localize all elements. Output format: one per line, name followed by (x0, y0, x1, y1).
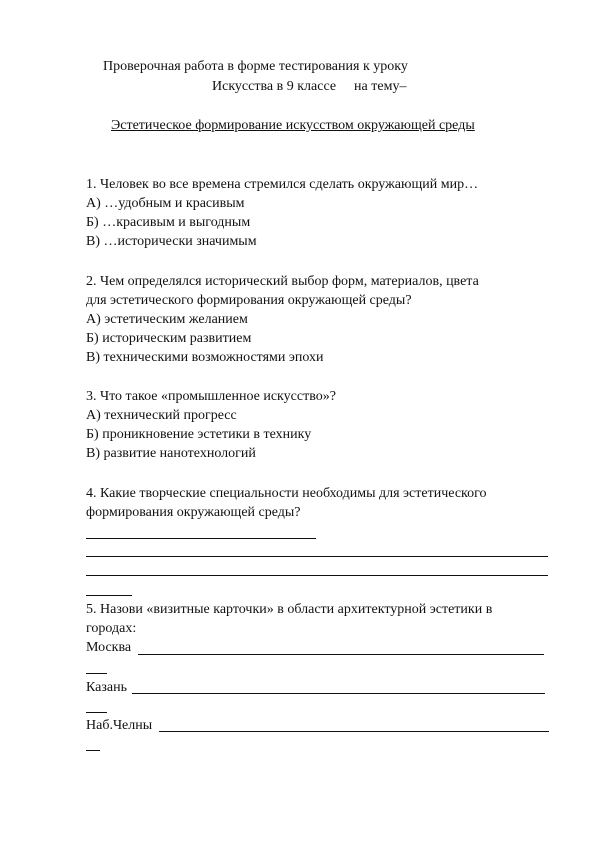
question-2 (86, 273, 479, 368)
header-topic-text: на тему– (354, 79, 407, 94)
header-class-text: Искусства в 9 классе (212, 79, 337, 94)
header-title-line-2 (212, 78, 406, 96)
answer-line-4a[interactable] (86, 538, 316, 539)
chelny-answer-line[interactable] (159, 731, 549, 732)
moscow-label: Москва (86, 640, 132, 655)
question-2-option-c: В) техническими возможностями эпохи (86, 350, 324, 365)
question-1-option-a: А) …удобным и красивым (86, 196, 245, 211)
question-5 (86, 601, 492, 639)
question-4-text-line-1: 4. Какие творческие специальности необходимы для эстетического (86, 486, 487, 501)
lesson-subject: Эстетическое формирование искусством окружающей среды (111, 118, 475, 133)
kazan-answer-line-cont[interactable] (86, 712, 107, 713)
header-title-line-1: Проверочная работа в форме тестирования к уроку (103, 59, 408, 74)
answer-line-4d[interactable] (86, 595, 132, 596)
moscow-answer-line[interactable] (138, 654, 544, 655)
question-1-text: 1. Человек во все времена стремился сделать окружающий мир… (86, 177, 479, 192)
chelny-answer-field (86, 717, 152, 735)
question-3 (86, 388, 336, 464)
chelny-answer-line-cont[interactable] (86, 750, 100, 751)
kazan-label: Казань (86, 680, 127, 695)
question-5-text-line-2: городах: (86, 621, 137, 636)
moscow-answer-line-cont[interactable] (86, 673, 107, 674)
answer-line-4b[interactable] (86, 556, 548, 557)
kazan-answer-line[interactable] (132, 693, 545, 694)
question-1 (86, 176, 478, 252)
kazan-answer-field (86, 679, 127, 697)
question-2-text-line-1: 2. Чем определялся исторический выбор форм, материалов, цвета (86, 274, 479, 289)
question-1-option-b: Б) …красивым и выгодным (86, 215, 251, 230)
question-3-text: 3. Что такое «промышленное искусство»? (86, 389, 336, 404)
question-3-option-b: Б) проникновение эстетики в технику (86, 427, 312, 442)
question-3-option-c: В) развитие нанотехнологий (86, 446, 256, 461)
answer-line-4c[interactable] (86, 575, 548, 576)
question-4-text-line-2: формирования окружающей среды? (86, 505, 301, 520)
question-1-option-c: В) …исторически значимым (86, 234, 257, 249)
question-2-option-a: А) эстетическим желанием (86, 312, 248, 327)
question-4 (86, 485, 487, 523)
question-3-option-a: А) технический прогресс (86, 408, 237, 423)
moscow-answer-field (86, 639, 131, 657)
chelny-label: Наб.Челны (86, 718, 153, 733)
question-2-option-b: Б) историческим развитием (86, 331, 252, 346)
question-2-text-line-2: для эстетического формирования окружающей среды? (86, 293, 412, 308)
question-5-text-line-1: 5. Назови «визитные карточки» в области архитектурной эстетики в (86, 602, 493, 617)
